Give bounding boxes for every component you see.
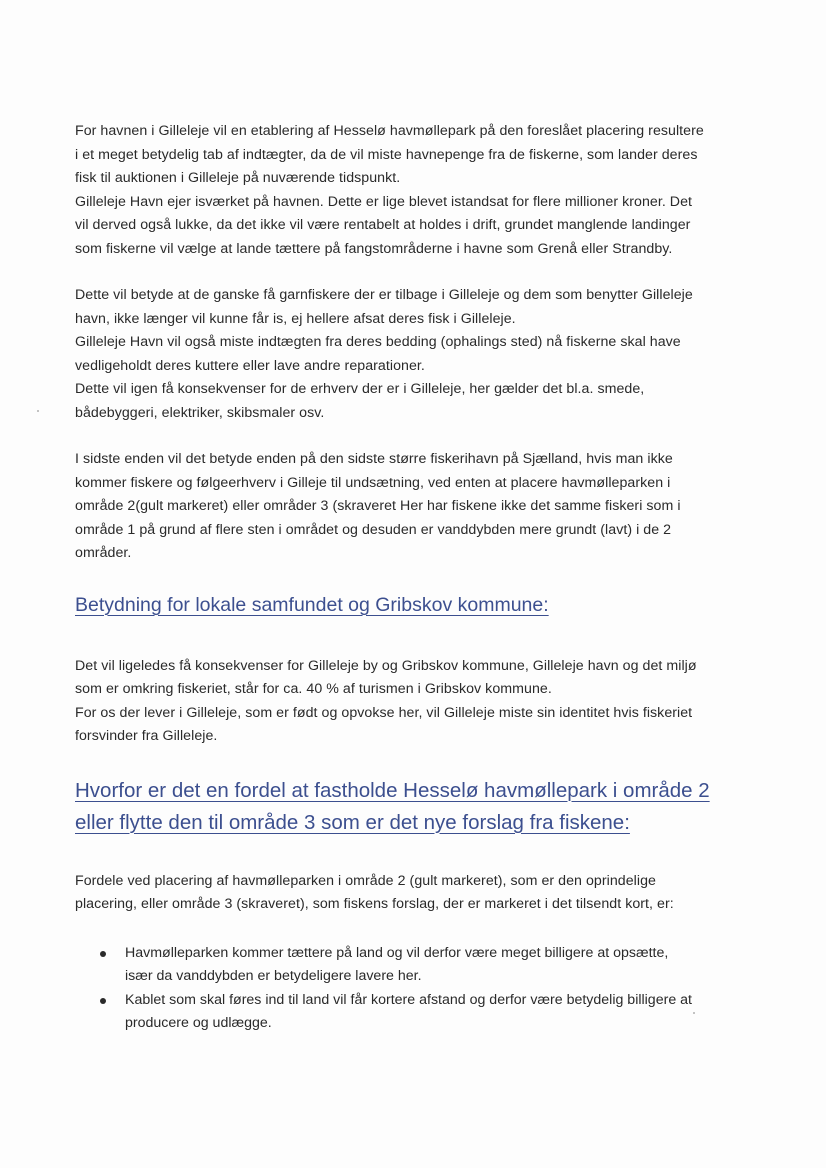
paragraph-local-trades: Dette vil igen få konsekvenser for de erhverv der er i Gilleleje, her gælder det bl.a. smede, bådebyggeri, elektriker, skibsmaler osv. [75, 381, 645, 421]
advantages-list [75, 942, 755, 1036]
spacer [75, 619, 755, 655]
paragraph-identity: For os der lever i Gilleleje, som er født og opvokse her, vil Gilleleje miste sin identitet hvis fiskeriet forsvinder fra Gilleleje. [75, 704, 693, 744]
spacer [75, 566, 755, 591]
spacer [75, 261, 755, 284]
paragraph-tourism: Det vil ligeledes få konsekvenser for Gilleleje by og Gribskov kommune, Gilleleje havn og det miljø som er omkring fiskeriet, står for ca. 40 % af turismen i Gribskov kommune. [75, 657, 697, 697]
spacer [75, 839, 755, 870]
list-item: Kablet som skal føres ind til land vil får kortere afstand og derfor være betydelig billigere at producere og udlægge. [75, 989, 755, 1036]
section-heading-community: Betydning for lokale samfundet og Gribskov kommune: [75, 593, 549, 616]
bullet-icon [100, 951, 106, 957]
list-item: Havmølleparken kommer tættere på land og vil derfor være meget billigere at opsætte, især da vanddybden er betydeligere lavere her. [75, 942, 755, 989]
paragraph-last-harbor: I sidste enden vil det betyde enden på den sidste større fiskerihavn på Sjælland, hvis man ikke kommer fiskere og følgeerhverv i Gilleje til undsætning, ved enten at placere havmølleparken i område 2(gult markeret) eller områder 3 (skraveret Her har fiskene ikke det samme fiskeri som i område 1 på grund af flere sten i området og desuden er vanddybden mere grundt (lavt) i de 2 områder. [75, 451, 681, 561]
paragraph-slipway: Gilleleje Havn vil også miste indtægten fra deres bedding (ophalings sted) nå fiskerne skal have vedligeholdt deres kuttere eller lave andre reparationer. [75, 334, 681, 374]
paragraph-ice-plant: Gilleleje Havn ejer isværket på havnen. Dette er lige blevet istandsat for flere millioner kroner. Det vil derved også lukke, da det ikke vil være rentabelt at holdes i drift, grundet manglende landinger som fiskerne vil vælge at lande tættere på fangstområderne i havne som Grenå eller Strandby. [75, 193, 693, 257]
paragraph-net-fishers: Dette vil betyde at de ganske få garnfiskere der er tilbage i Gilleleje og dem som benytter Gilleleje havn, ikke længer vil kunne får is, ej hellere afsat deres fisk i Gilleleje. [75, 287, 693, 327]
bullet-icon [100, 998, 106, 1004]
spacer [75, 917, 755, 942]
paragraph-placement-advantages: Fordele ved placering af havmølleparken i område 2 (gult markeret), som er den oprindelige placering, eller område 3 (skraveret), som fiskens forslag, der er markeret i det tilsendt kort, er: [75, 872, 674, 912]
paragraph-harbor-income: For havnen i Gilleleje vil en etablering af Hesselø havmøllepark på den foreslået placering resultere i et meget betydelig tab af indtægter, da de vil miste havnepenge fra de fiskerne, som lander deres fisk til auktionen i Gilleleje på nuværende tidspunkt. [75, 123, 704, 186]
spacer [75, 749, 755, 775]
document-body [75, 120, 755, 1036]
spacer [75, 425, 755, 448]
scan-speck [37, 410, 39, 412]
section-heading-advantages: Hvorfor er det en fordel at fastholde Hesselø havmøllepark i område 2 eller flytte den til område 3 som er det nye forslag fra fiskene: [75, 778, 710, 834]
